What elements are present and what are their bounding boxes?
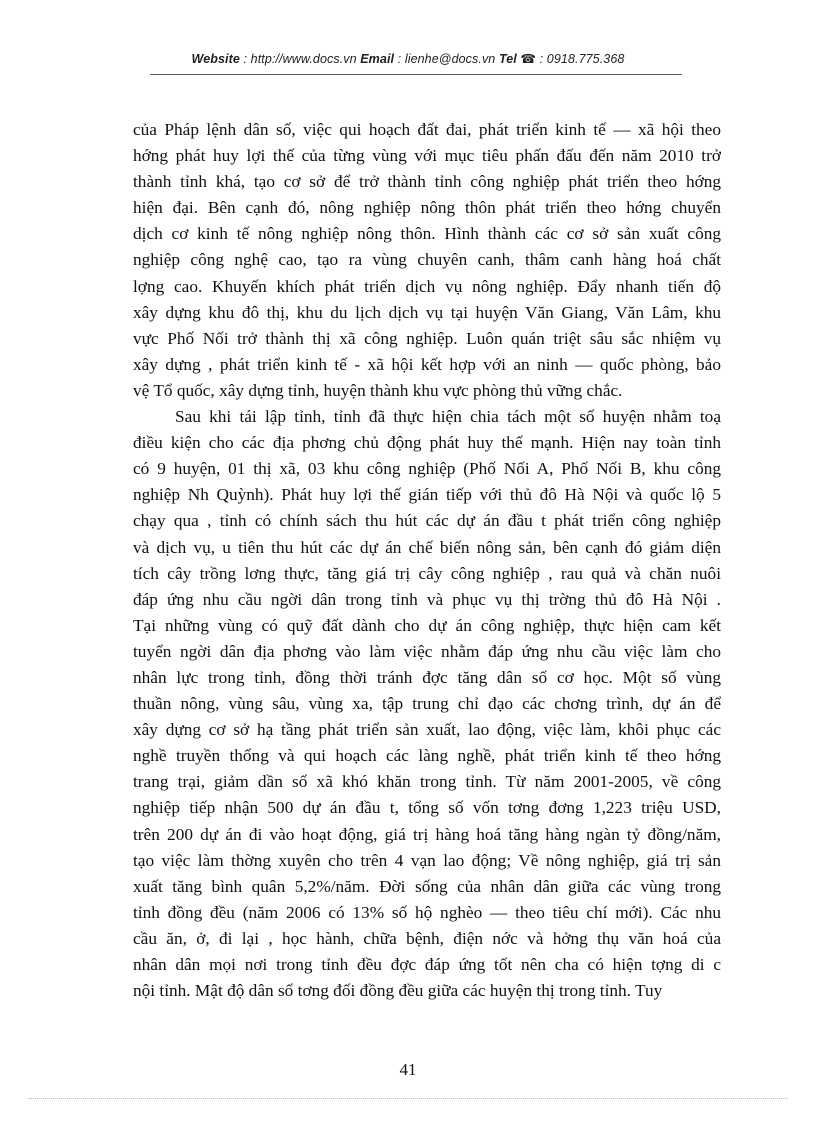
email-label: Email	[360, 52, 395, 66]
text-line: nhân dân mọi nơi trong tỉnh đều đợc đáp ứng tốt nên cha có hiện tợng di c	[133, 955, 721, 974]
text-line: và dịch vụ, u tiên thu hút các dự án chế biến nông sản, bên cạnh đó giảm diện	[133, 537, 721, 557]
text-line: xây dựng cơ sở hạ tầng phát triển sản xuất, lao động, việc làm, khôi phục các	[133, 720, 721, 740]
tel-value: : 0918.775.368	[536, 52, 625, 66]
tel-label: Tel ☎	[498, 52, 537, 66]
text-line: xây dựng , phát triển kinh tế - xã hội kết hợp với an ninh — quốc phòng, bảo	[133, 354, 721, 374]
text-line: xuất tăng bình quân 5,2%/năm. Đời sống của nhân dân giữa các vùng trong	[133, 876, 721, 896]
text-line: tuyển ngời dân địa phơng vào làm việc nhằm đáp ứng nhu cầu việc làm cho	[133, 641, 721, 661]
text-line: tích cây trồng lơng thực, tăng giá trị cây công nghiệp , rau quả và chăn nuôi	[133, 563, 721, 583]
text-line: tạo việc làm thờng xuyên cho trên 4 vạn lao động; Về nông nghiệp, giá trị sản	[133, 850, 721, 870]
text-line: vệ Tổ quốc, xây dựng tỉnh, huyện thành khu vực phòng thủ vững chắc.	[133, 380, 623, 400]
text-line: thuần nông, vùng sâu, vùng xa, tập trung chỉ đạo các chơng trình, dự án để	[133, 694, 721, 714]
document-body	[133, 117, 721, 1004]
text-line: nghiệp tiếp nhận 500 dự án đầu t, tổng số vốn tơng đơng 1,223 triệu USD,	[133, 798, 721, 818]
text-line: nghiệp công nghệ cao, tạo ra vùng chuyên canh, thâm canh hàng hoá chất	[133, 250, 721, 270]
page-number: 41	[399, 1060, 417, 1079]
footer-divider	[28, 1098, 788, 1099]
website-value[interactable]: : http://www.docs.vn	[239, 52, 361, 66]
text-line: cầu ăn, ở, đi lại , học hành, chữa bệnh, điện nớc và hởng thụ văn hoá của	[133, 928, 721, 948]
text-line: hớng phát huy lợi thế của từng vùng với mục tiêu phấn đấu đến năm 2010 trở	[133, 146, 721, 166]
text-line: vực Phố Nối trở thành thị xã công nghiệp. Luôn quán triệt sâu sắc nhiệm vụ	[133, 328, 721, 348]
paragraph-1	[133, 117, 721, 404]
text-line: tỉnh đồng đều (năm 2006 có 13% số hộ nghèo — theo tiêu chí mới). Các nhu	[133, 902, 721, 922]
text-line: chạy qua , tỉnh có chính sách thu hút các dự án đầu t phát triển công nghiệp	[133, 511, 721, 531]
text-line: nghiệp Nh Quỳnh). Phát huy lợi thế gián tiếp với thủ đô Hà Nội và quốc lộ 5	[133, 485, 721, 505]
text-line: lợng cao. Khuyến khích phát triển dịch vụ nông nghiệp. Đẩy nhanh tiến độ	[133, 276, 721, 296]
text-line: Sau khi tái lập tỉnh, tỉnh đã thực hiện chia tách một số huyện nhằm toạ	[175, 407, 721, 427]
header-divider	[150, 74, 682, 75]
text-line: trang trại, giảm dần số xã khó khăn trong tỉnh. Từ năm 2001-2005, về công	[133, 772, 721, 792]
page-header	[0, 51, 816, 66]
text-line: hiện đại. Bên cạnh đó, nông nghiệp nông thôn phát triển theo hớng chuyển	[133, 198, 721, 218]
text-line: thành tỉnh khá, tạo cơ sở để trở thành tỉnh công nghiệp phát triển theo hớng	[133, 172, 721, 192]
paragraph-2	[133, 404, 721, 1004]
text-line: nội tỉnh. Mật độ dân số tơng đối đồng đều giữa các huyện thị trong tỉnh. Tuy	[133, 981, 663, 1001]
text-line: trên 200 dự án đi vào hoạt động, giá trị hàng hoá tăng hàng ngàn tỷ đồng/năm,	[133, 824, 721, 844]
text-line: nghề truyền thống và qui hoạch các làng nghề, phát triển kinh tế theo hớng	[133, 746, 721, 766]
website-label: Website	[191, 52, 240, 66]
text-line: dịch cơ kinh tế nông nghiệp nông thôn. Hình thành các cơ sở sản xuất công	[133, 224, 721, 244]
email-value[interactable]: : lienhe@docs.vn	[394, 52, 499, 66]
text-line: của Pháp lệnh dân số, việc qui hoạch đất đai, phát triển kinh tế — xã hội theo	[133, 120, 721, 139]
text-line: có 9 huyện, 01 thị xã, 03 khu công nghiệp (Phố Nối A, Phố Nối B, khu công	[133, 459, 721, 479]
text-line: đáp ứng nhu cầu ngời dân trong tỉnh và phục vụ thị trờng thủ đô Hà Nội .	[133, 589, 721, 609]
text-line: nhân lực trong tỉnh, đồng thời tránh đợc tăng dân số cơ học. Một số vùng	[133, 667, 721, 687]
text-line: điều kiện cho các địa phơng chủ động phát huy thế mạnh. Hiện nay toàn tỉnh	[133, 433, 721, 453]
text-line: xây dựng khu đô thị, khu du lịch dịch vụ tại huyện Văn Giang, Văn Lâm, khu	[133, 302, 721, 322]
text-line: Tại những vùng có quỹ đất dành cho dự án công nghiệp, thực hiện cam kết	[133, 615, 721, 635]
